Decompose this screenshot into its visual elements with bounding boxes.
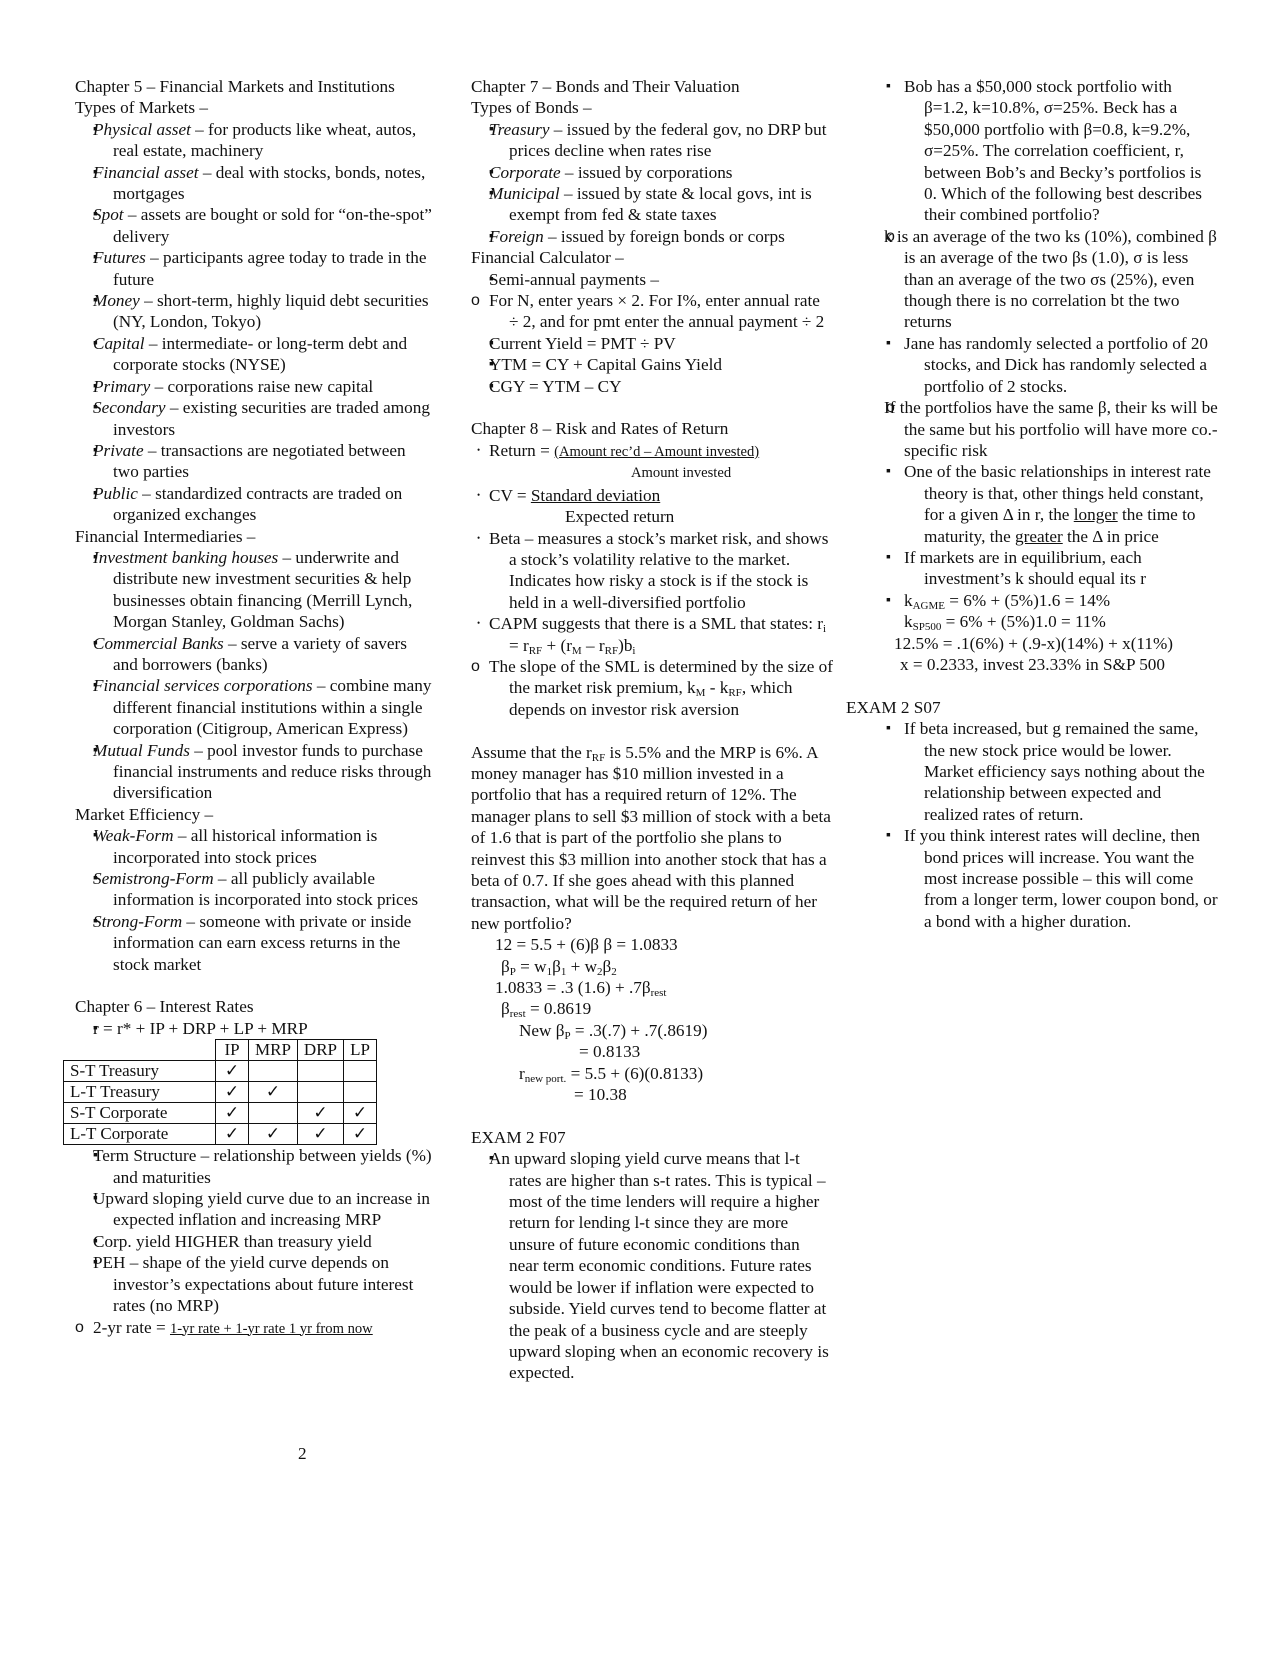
list-item: ▪ One of the basic relationships in interest rate theory is that, other things held constant, for a given Δ in r, the longer the time to maturity, the greater the Δ in price <box>866 461 1218 547</box>
list-item: ▪ If you think interest rates will decline, then bond prices will increase. You want the most increase possible – this will come from a longer term, lower coupon bond, or a bond with a higher duration. <box>866 825 1218 932</box>
list-item: ▪ Spot – assets are bought or sold for “on-the-spot” delivery <box>75 204 435 247</box>
types-of-bonds-heading: Types of Bonds – <box>471 98 592 118</box>
list-item: ▪ Jane has randomly selected a portfolio of 20 stocks, and Dick has randomly selected a portfolio of 2 stocks. <box>866 333 1218 397</box>
list-item: ▪ Upward sloping yield curve due to an increase in expected inflation and increasing MRP <box>75 1188 435 1231</box>
check-cell: ✓ <box>216 1061 249 1082</box>
list-item: ▪ If beta increased, but g remained the same, the new stock price would be lower. Market efficiency says nothing about the relationship between expected and realized rates of return. <box>866 718 1218 825</box>
list-item: ▪ Mutual Funds – pool investor funds to purchase financial instruments and reduce risks through diversification <box>75 740 435 804</box>
cv-denominator: Expected return <box>565 507 675 527</box>
list-item: ▪ Municipal – issued by state & local govs, int is exempt from fed & state taxes <box>471 183 833 226</box>
check-cell: ✓ <box>344 1103 377 1124</box>
check-cell <box>297 1082 343 1103</box>
two-year-rate-denominator: 2 <box>298 1444 307 1463</box>
list-item: ▪ $k_{AGME} = 6\% + (5\%)1.6 = 14\%$ <box>866 590 1218 611</box>
exam-s07-heading: EXAM 2 S07 <box>846 697 941 717</box>
list-item: ▪ Current Yield = PMT ÷ PV <box>471 333 833 354</box>
row-label: S-T Treasury <box>64 1061 216 1082</box>
table-header: MRP <box>249 1040 298 1061</box>
list-item: ▪ Financial services corporations – combine many different financial institutions within a single corporation (Citigroup, American Express) <box>75 675 435 739</box>
table-header-row <box>64 1040 377 1061</box>
list-item: ▪ Futures – participants agree today to trade in the future <box>75 247 435 290</box>
list-item: ▪ Financial asset – deal with stocks, bonds, notes, mortgages <box>75 162 435 205</box>
row-label: L-T Treasury <box>64 1082 216 1103</box>
chapter-6-title: Chapter 6 – Interest Rates <box>75 997 254 1017</box>
check-cell <box>297 1061 343 1082</box>
list-item: ▪ Foreign – issued by foreign bonds or corps <box>471 226 833 247</box>
solution-line: 1.0833 = .3 $(1.6) + .7\beta_{rest}$ <box>495 978 667 1000</box>
sml-slope: o The slope of the SML is determined by the size of the market risk premium, $k_M - k_{RF}$, which depends on investor risk aversion <box>471 656 833 720</box>
solution-line: New $\beta_P = .3(.7) + .7(.8619)$ <box>519 1020 708 1042</box>
list-item: ▪ Semistrong-Form – all publicly available information is incorporated into stock prices <box>75 868 435 911</box>
solution-line: x = 0.2333, invest 23.33% in S&P 500 <box>900 654 1165 674</box>
list-item: ▪ Secondary – existing securities are traded among investors <box>75 397 435 440</box>
cv-formula: • CV = Standard deviation <box>471 485 833 506</box>
term-structure-list <box>75 1145 435 1316</box>
types-of-markets-heading: Types of Markets – <box>75 98 208 118</box>
column-2 <box>471 76 833 1384</box>
chapter-8-title: Chapter 8 – Risk and Rates of Return <box>471 419 729 439</box>
row-label: S-T Corporate <box>64 1103 216 1124</box>
two-year-rate-formula: o 2-yr rate = 1-yr rate + 1-yr rate 1 yr from now <box>75 1317 435 1340</box>
financial-calculator-heading: Financial Calculator – <box>471 248 624 268</box>
bond-types-list <box>471 119 833 247</box>
list-item: o If the portfolios have the same β, their ks will be the same but his portfolio will have more co.-specific risk <box>866 397 1218 461</box>
chapter-5-title: Chapter 5 – Financial Markets and Institutions <box>75 77 395 96</box>
list-item: ▪ Semi-annual payments – <box>471 269 833 290</box>
check-cell <box>344 1082 377 1103</box>
table-header: IP <box>216 1040 249 1061</box>
risk-premium-table <box>63 1039 377 1145</box>
check-cell: ✓ <box>249 1082 298 1103</box>
table-header: DRP <box>297 1040 343 1061</box>
intermediaries-list <box>75 547 435 804</box>
efficiency-list <box>75 825 435 975</box>
list-item: ▪ PEH – shape of the yield curve depends on investor’s expectations about future interest rates (no MRP) <box>75 1252 435 1316</box>
row-label: L-T Corporate <box>64 1124 216 1145</box>
list-item: o k is an average of the two ks (10%), combined β is an average of the two βs (1.0), σ is less than an average of the two σs (25%), even though there is no correlation bt the two returns <box>866 226 1218 333</box>
list-item: ▪ Strong-Form – someone with private or inside information can earn excess returns in the stock market <box>75 911 435 975</box>
portfolio-problem: Assume that the $r_{RF}$ is 5.5% and the MRP is 6%. A money manager has $10 million invested in a portfolio that has a required return of 12%. The manager plans to sell $3 million of stock with a beta of 1.6 that is part of the portfolio she plans to reinvest this $3 million into another stock that has a beta of 0.7. If she goes ahead with this planned transaction, what will be the required return of her new portfolio? <box>471 742 831 933</box>
check-cell: ✓ <box>216 1103 249 1124</box>
table-row <box>64 1082 377 1103</box>
solution-line: $\beta_{rest} = 0.8619$ <box>501 999 592 1021</box>
financial-intermediaries-heading: Financial Intermediaries – <box>75 526 256 546</box>
solution-line: $r_{new port.} = 5.5 + (6)(0.8133)$ <box>519 1063 704 1085</box>
market-types-list <box>75 119 435 526</box>
table-row <box>64 1103 377 1124</box>
list-item: ▪ Primary – corporations raise new capital <box>75 376 435 397</box>
solution-line: $k_{SP500} = 6\% + (5\%)1.0 = 11\%$ <box>904 612 1106 634</box>
chapter-7-title: Chapter 7 – Bonds and Their Valuation <box>471 77 740 96</box>
table-header: LP <box>344 1040 377 1061</box>
list-item: ▪ An upward sloping yield curve means that l-t rates are higher than s-t rates. This is typical – most of the time lenders will require a higher return for lending l-t since they are more unsure of future economic conditions than near term economic conditions. Future rates would be lower if inflation were expected to subside. Yield curves tend to become flatter at the peak of a business cycle and are steeply upward sloping when an economic recovery is expected. <box>471 1148 833 1383</box>
return-denominator: Amount invested <box>631 465 732 482</box>
column-1 <box>70 76 435 1340</box>
solution-line: 12 = 5.5 + (6)β β = 1.0833 <box>495 935 678 955</box>
list-item: o For N, enter years × 2. For I%, enter annual rate ÷ 2, and for pmt enter the annual payment ÷ 2 <box>471 290 833 333</box>
check-cell: ✓ <box>216 1124 249 1145</box>
check-cell: ✓ <box>297 1103 343 1124</box>
check-cell <box>344 1061 377 1082</box>
list-item: ▪ Capital – intermediate- or long-term debt and corporate stocks (NYSE) <box>75 333 435 376</box>
table-row <box>64 1061 377 1082</box>
check-cell <box>249 1061 298 1082</box>
interest-rate-formula: ▪ r = r* + IP + DRP + LP + MRP <box>75 1018 435 1039</box>
check-cell: ✓ <box>344 1124 377 1145</box>
list-item: ▪ Bob has a $50,000 stock portfolio with β=1.2, k=10.8%, σ=25%. Beck has a $50,000 portfolio with β=0.8, k=9.2%, σ=25%. The correlation coefficient, r, between Bob’s and Becky’s portfolios is 0. Which of the following best describes their combined portfolio? <box>866 76 1218 226</box>
list-item: ▪ Term Structure – relationship between yields (%) and maturities <box>75 1145 435 1188</box>
column-3 <box>846 76 1218 932</box>
table-row <box>64 1124 377 1145</box>
list-item: ▪ Money – short-term, highly liquid debt securities (NY, London, Tokyo) <box>75 290 435 333</box>
exam-f07-heading: EXAM 2 F07 <box>471 1127 566 1147</box>
capm-definition: • CAPM suggests that there is a SML that states: $r_i = r_{RF} + (r_M - r_{RF})b_i$ <box>471 613 833 656</box>
list-item: ▪ Weak-Form – all historical information is incorporated into stock prices <box>75 825 435 868</box>
check-cell: ✓ <box>216 1082 249 1103</box>
list-item: ▪ If markets are in equilibrium, each investment’s k should equal its r <box>866 547 1218 590</box>
list-item: ▪ Public – standardized contracts are traded on organized exchanges <box>75 483 435 526</box>
list-item: ▪ Physical asset – for products like wheat, autos, real estate, machinery <box>75 119 435 162</box>
check-cell: ✓ <box>297 1124 343 1145</box>
check-cell: ✓ <box>249 1124 298 1145</box>
market-efficiency-heading: Market Efficiency – <box>75 804 214 824</box>
list-item: ▪ CGY = YTM – CY <box>471 376 833 397</box>
list-item: ▪ Corporate – issued by corporations <box>471 162 833 183</box>
list-item: ▪ Corp. yield HIGHER than treasury yield <box>75 1231 435 1252</box>
return-formula: • Return = (Amount rec’d – Amount invested) <box>471 440 833 463</box>
check-cell <box>249 1103 298 1124</box>
solution-line: = 10.38 <box>574 1085 627 1105</box>
list-item: ▪ Treasury – issued by the federal gov, no DRP but prices decline when rates rise <box>471 119 833 162</box>
list-item: ▪ Commercial Banks – serve a variety of savers and borrowers (banks) <box>75 633 435 676</box>
solution-line: 12.5% = .1(6%) + (.9-x)(14%) + x(11%) <box>894 633 1174 653</box>
list-item: ▪ Investment banking houses – underwrite and distribute new investment securities & help businesses obtain financing (Merrill Lynch, Morgan Stanley, Goldman Sachs) <box>75 547 435 633</box>
list-item: ▪ YTM = CY + Capital Gains Yield <box>471 354 833 375</box>
solution-line: $\beta_P = w_1\beta_1 + w_2\beta_2$ <box>501 956 617 978</box>
beta-definition: • Beta – measures a stock’s market risk, and shows a stock’s volatility relative to the market. Indicates how risky a stock is if the stock is held in a well-diversified portfolio <box>471 528 833 614</box>
list-item: ▪ Private – transactions are negotiated between two parties <box>75 440 435 483</box>
solution-line: = 0.8133 <box>579 1042 641 1062</box>
